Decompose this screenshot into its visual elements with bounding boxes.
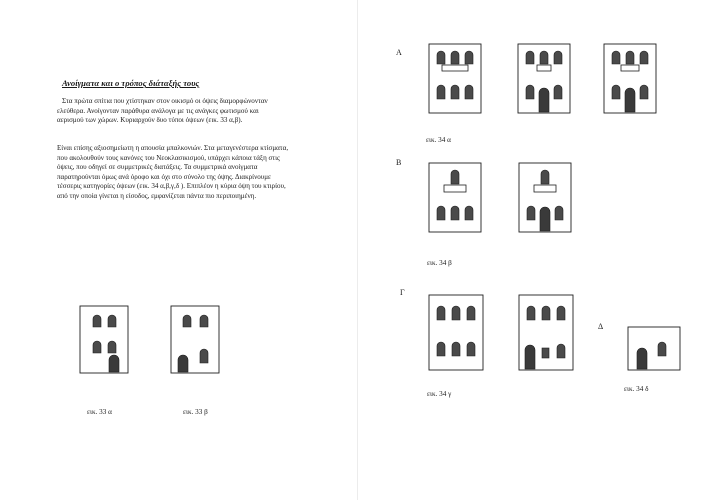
- text-line: παρατηρούνται όμως ανά όροφο και όχι στο σύνολο της όψης. Διακρίνουμε: [57, 172, 272, 181]
- caption-fig33b: εικ. 33 β: [183, 408, 208, 416]
- facade-sketch-34d: [627, 326, 681, 372]
- facade-sketch-34b-2: [518, 162, 572, 234]
- text-line: τέσσερις κατηγορίες όψεων (εικ. 34 α,β,γ,δ ). Επιπλέον η κύρια όψη του κτιρίου,: [57, 182, 286, 191]
- text-line: ελεύθερα. Ανοίγονταν παράθυρα ανάλογα με τις ανάγκες φωτισμού και: [57, 106, 259, 115]
- text-line: Είναι επίσης αξιοσημείωτη η απουσία μπαλκονιών. Στα μεταγενέστερα κτίσματα,: [57, 144, 289, 152]
- caption-fig33a: εικ. 33 α: [87, 408, 112, 416]
- text-line: Στα πρώτα σπίτια που χτίστηκαν στον οικισμό οι όψεις διαμορφώνονταν: [62, 97, 268, 105]
- text-line: όψεις, που οδηγεί σε συμμετρικές διατάξεις. Τα συμμετρικά ανοίγματα: [57, 163, 258, 172]
- text-line: από την οποία γίνεται η είσοδος, εμφανίζεται πάντα πιο περιποιημένη.: [57, 191, 257, 200]
- caption-fig34a: εικ. 34 α: [426, 136, 451, 144]
- text-line: που ακολουθούν τους κανόνες του Νεοκλασικισμού, υπάρχει κάποια τάξη στις: [57, 153, 280, 162]
- group-letter-a: Α: [396, 48, 402, 57]
- paragraph-intro: [57, 97, 292, 126]
- group-letter-c: Γ: [400, 288, 405, 297]
- paragraph-categories: [57, 144, 292, 202]
- facade-sketch-34a-1: [428, 43, 482, 115]
- group-letter-b: Β: [396, 158, 402, 167]
- caption-fig34c: εικ. 34 γ: [427, 390, 452, 398]
- facade-sketch-33b: [170, 305, 220, 375]
- text-line: αερισμού των χώρων. Κυριαρχούν δυο τύποι όψεων (εικ. 33 α,β).: [57, 116, 243, 125]
- facade-sketch-34a-3: [603, 43, 657, 115]
- facade-sketch-34a-2: [517, 43, 571, 115]
- group-letter-d: Δ: [598, 322, 604, 331]
- section-heading: Ανοίγματα και ο τρόπος διάταξής τους: [62, 78, 200, 88]
- facade-sketch-34c-2: [518, 294, 574, 372]
- facade-sketch-34b-1: [428, 162, 482, 234]
- facade-sketch-33a: [79, 305, 129, 375]
- facade-sketch-34c-1: [428, 294, 484, 372]
- caption-fig34d: εικ. 34 δ: [624, 385, 649, 393]
- page-fold: [357, 0, 358, 500]
- caption-fig34b: εικ. 34 β: [427, 259, 452, 267]
